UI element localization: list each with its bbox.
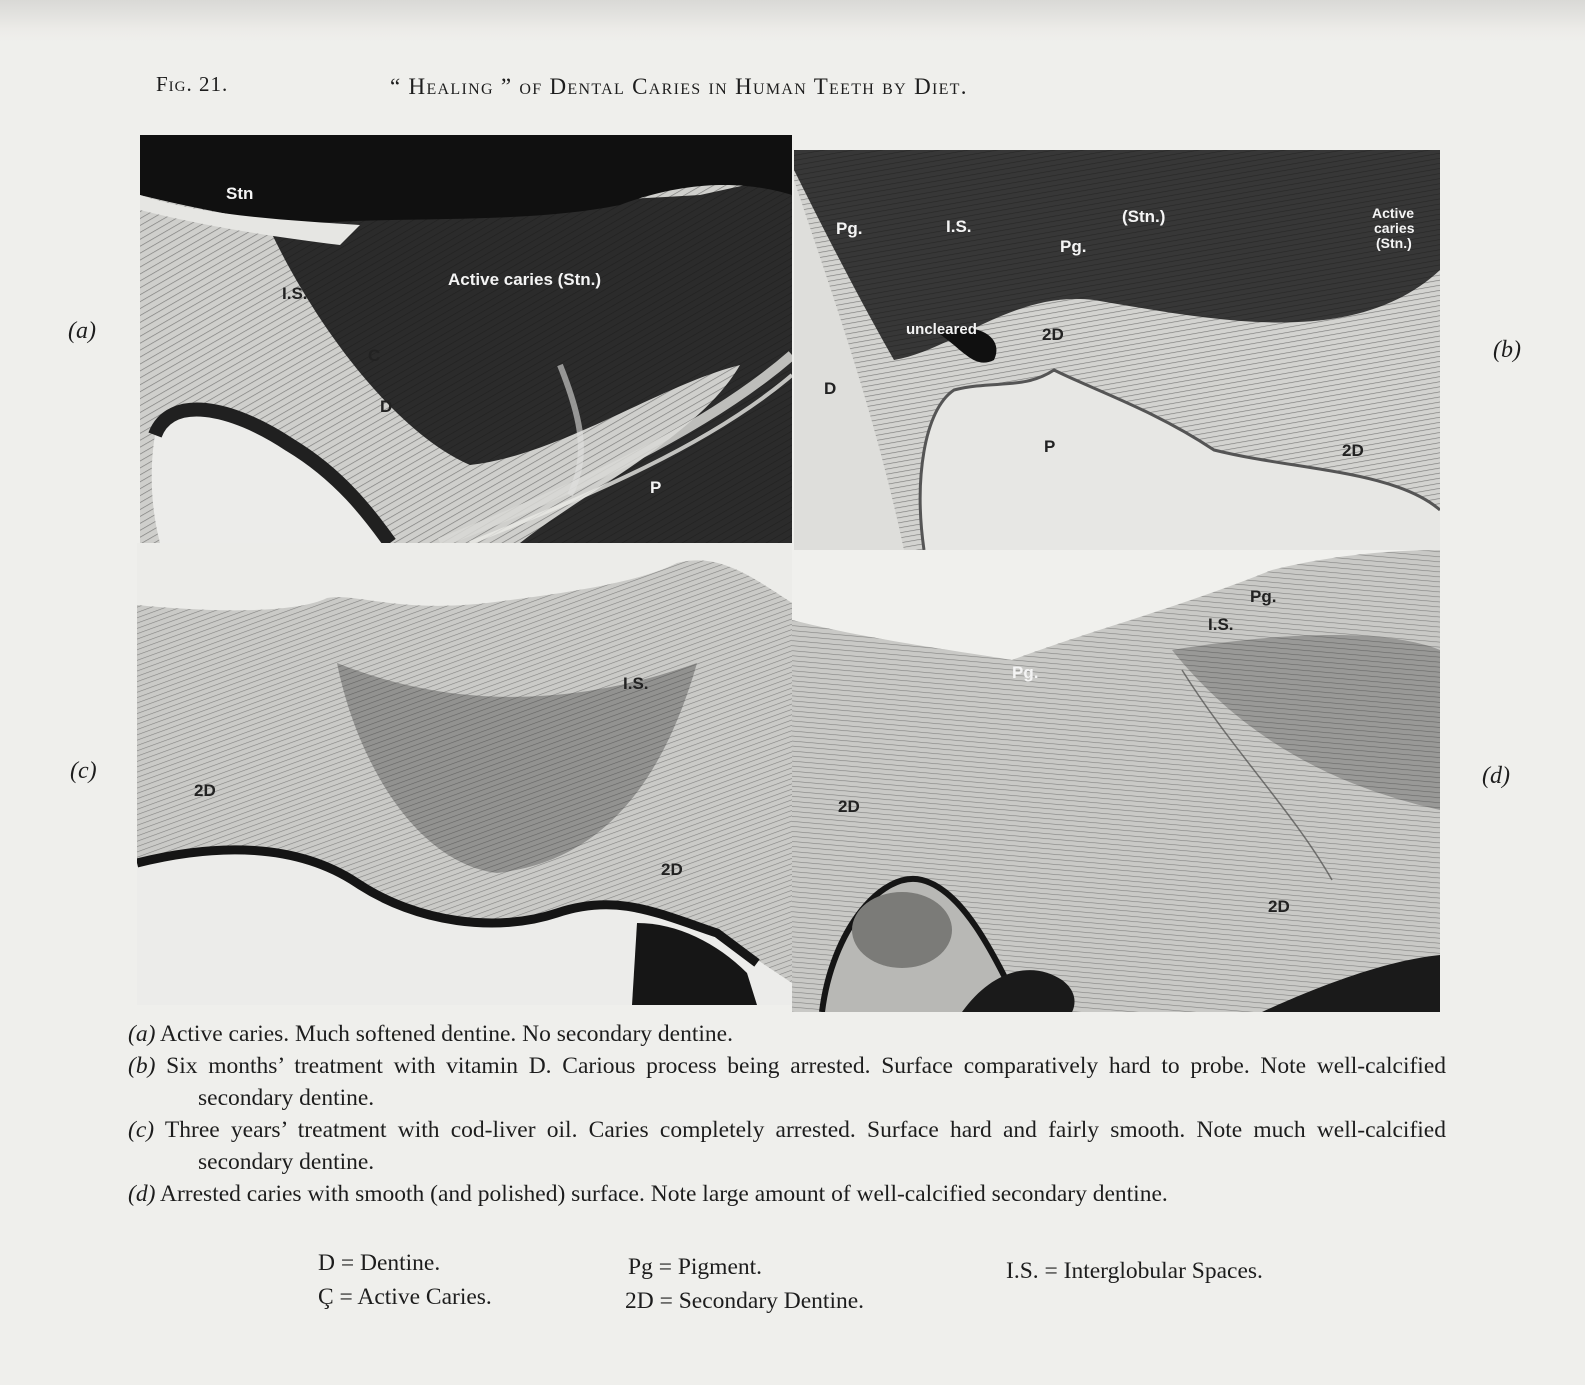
label-d-pg-1: Pg.: [1250, 587, 1277, 606]
label-a-stn: Stn: [226, 184, 254, 203]
label-b-is: I.S.: [946, 217, 972, 236]
caption-key: (c): [128, 1117, 155, 1143]
figure-title: “ Healing ” of Dental Caries in Human Teeth by Diet.: [390, 74, 968, 99]
label-b-2d-1: 2D: [1042, 325, 1064, 344]
micrograph-c-image: [137, 543, 792, 1005]
legend-secondary-dentine: 2D = Secondary Dentine.: [625, 1288, 865, 1314]
micrograph-b-image: [794, 150, 1440, 550]
caption-text: Arrested caries with smooth (and polished) surface. Note large amount of well-calcified secondary dentine.: [160, 1181, 1168, 1207]
label-b-pg-2: Pg.: [1060, 237, 1087, 256]
caption-text: Six months’ treatment with vitamin D. Carious process being arrested. Surface comparatively hard to probe. Note well-calcified secondary dentine.: [166, 1053, 1447, 1111]
caption-key: (d): [128, 1181, 156, 1207]
label-a-p: P: [650, 478, 662, 497]
label-c-is: I.S.: [623, 674, 649, 693]
caption-b: [128, 1050, 1446, 1114]
micrograph-d-image: [792, 550, 1440, 1012]
label-d-2d-1: 2D: [838, 797, 860, 816]
label-a-c: C: [368, 346, 381, 365]
caption-key: (b): [128, 1053, 156, 1079]
side-label-a: (a): [68, 318, 96, 344]
label-d-2d-2: 2D: [1268, 897, 1290, 916]
legend-interglobular-spaces: I.S. = Interglobular Spaces.: [1006, 1258, 1263, 1284]
caption-d: [128, 1178, 1446, 1210]
figure-captions: [128, 1018, 1446, 1210]
legend-active-caries: Ç = Active Caries.: [318, 1284, 492, 1310]
micrograph-d: [792, 550, 1440, 1012]
label-b-p: P: [1044, 437, 1056, 456]
label-d-pg-2: Pg.: [1012, 663, 1039, 682]
label-b-stn: (Stn.): [1122, 207, 1166, 226]
label-a-d: D: [380, 397, 393, 416]
label-b-2d-2: 2D: [1342, 441, 1364, 460]
caption-c: [128, 1114, 1446, 1178]
micrograph-c: [137, 543, 792, 1005]
label-a-is: I.S.: [282, 284, 308, 303]
label-b-d: D: [824, 379, 837, 398]
caption-a: [128, 1018, 1446, 1050]
page-top-shadow: [0, 0, 1585, 42]
label-b-active-3: (Stn.): [1376, 235, 1412, 251]
micrograph-a: [140, 135, 792, 543]
label-d-is: I.S.: [1208, 615, 1234, 634]
side-label-d: (d): [1482, 763, 1510, 789]
caption-key: (a): [128, 1021, 156, 1047]
label-b-active-2: caries: [1374, 220, 1415, 236]
side-label-b: (b): [1493, 337, 1521, 363]
legend-pigment: Pg = Pigment.: [628, 1254, 763, 1280]
caption-text: Active caries. Much softened dentine. No secondary dentine.: [160, 1021, 733, 1047]
caption-text: Three years’ treatment with cod-liver oil. Caries completely arrested. Surface hard and fairly smooth. Note much well-calcified secondary dentine.: [164, 1117, 1446, 1175]
label-b-uncleared: uncleared: [906, 321, 977, 338]
micrograph-b: [794, 150, 1440, 550]
label-c-2d-2: 2D: [661, 860, 683, 879]
label-b-pg-1: Pg.: [836, 219, 863, 238]
legend-dentine: D = Dentine.: [318, 1250, 441, 1276]
label-c-2d-1: 2D: [194, 781, 216, 800]
label-b-active-1: Active: [1372, 205, 1415, 221]
label-a-active-caries: Active caries (Stn.): [448, 270, 602, 289]
side-label-c: (c): [70, 758, 97, 784]
figure-number: Fig. 21.: [156, 72, 229, 96]
